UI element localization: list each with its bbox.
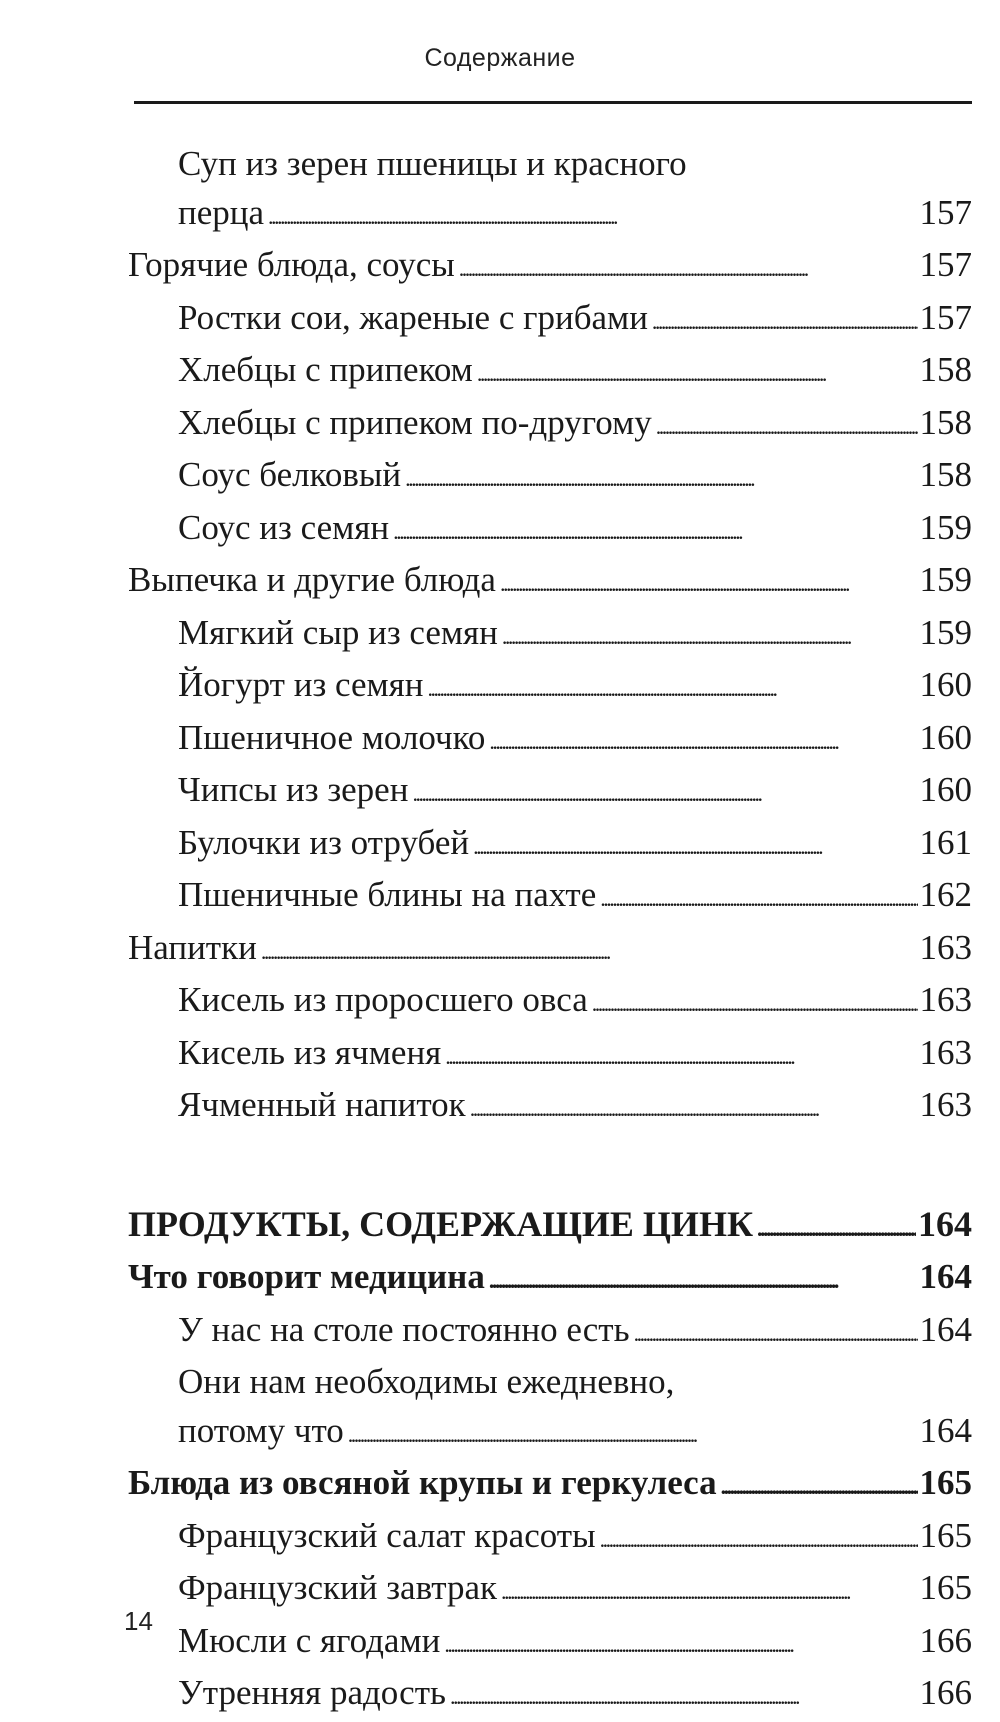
toc-entry-page: 165 <box>919 1568 972 1607</box>
toc-entry-page: 159 <box>919 612 972 652</box>
toc-entry-page: 165 <box>919 1515 972 1555</box>
toc-entry-page: 164 <box>919 1257 972 1296</box>
toc-entry <box>128 1200 972 1254</box>
toc-entry-title: потому что <box>178 1410 344 1450</box>
toc-entry-title: перца <box>178 192 265 232</box>
toc-entry-title: Блюда из овсяной крупы и геркулеса <box>128 1463 717 1502</box>
toc-entry-page: 159 <box>919 507 972 547</box>
toc-entry-title: Мягкий сыр из семян <box>178 612 498 652</box>
toc-entry-row <box>128 1306 972 1359</box>
dot-leader <box>489 714 917 767</box>
toc-entry <box>128 294 972 347</box>
toc-entry-page: 163 <box>919 1032 972 1072</box>
toc-entry-page: 158 <box>919 455 972 494</box>
dot-leader <box>268 189 917 242</box>
toc-entry-page: 157 <box>919 192 972 232</box>
toc-entry-title-line: Они нам необходимы ежедневно, <box>178 1362 675 1401</box>
dot-leader <box>445 1029 917 1082</box>
toc-entry <box>128 399 972 452</box>
toc-entry-title: Кисель из ячменя <box>178 1032 442 1072</box>
toc-entry-row <box>128 451 972 504</box>
toc-entry-row <box>128 1407 972 1460</box>
toc-entry-title-line: Суп из зерен пшеницы и красного <box>178 144 687 183</box>
toc-entry <box>128 609 972 662</box>
toc-entry-title: Напитки <box>128 927 257 967</box>
toc-entry-row <box>128 661 972 714</box>
dot-leader <box>501 1564 918 1617</box>
toc-entry-page: 160 <box>919 717 972 757</box>
dot-leader <box>473 819 917 872</box>
toc-entry-page: 160 <box>919 770 972 809</box>
toc-entry-row <box>128 1617 972 1670</box>
toc-entry-row <box>128 1669 972 1722</box>
toc-entry-row <box>128 1564 972 1617</box>
toc-entry-row <box>128 1029 972 1082</box>
toc-entry-page: 157 <box>919 297 972 337</box>
toc-entry-title: Хлебцы с припеком по-другому <box>178 402 652 442</box>
toc-entry-title: Ячменный напиток <box>178 1085 466 1124</box>
toc-entry-title: Чипсы из зерен <box>178 770 409 809</box>
toc-entry-title: Соус белковый <box>178 455 402 494</box>
toc-entry-page: 163 <box>919 1085 972 1124</box>
dot-leader <box>393 504 917 557</box>
table-of-contents <box>128 140 972 1722</box>
toc-entry-page: 157 <box>919 245 972 284</box>
toc-entry-title: У нас на столе постоянно есть <box>178 1309 630 1349</box>
toc-entry-title: Выпечка и другие блюда <box>128 560 496 599</box>
toc-entry <box>128 556 972 609</box>
dot-leader <box>600 1512 918 1565</box>
dot-leader <box>721 1459 918 1512</box>
toc-entry-row <box>128 294 972 347</box>
running-head-title: Содержание <box>424 44 576 72</box>
toc-entry-page: 158 <box>919 402 972 442</box>
dot-leader <box>500 556 918 609</box>
toc-entry-row <box>128 871 972 924</box>
toc-entry-row <box>128 714 972 767</box>
toc-entry-row <box>128 1512 972 1565</box>
toc-entry <box>128 1253 972 1306</box>
dot-leader <box>348 1407 918 1460</box>
toc-entry <box>128 819 972 872</box>
toc-entry-page: 164 <box>919 1309 972 1349</box>
toc-entry <box>128 346 972 399</box>
toc-entry-title: Пшеничные блины на пахте <box>178 875 597 914</box>
toc-entry-title: Булочки из отрубей <box>178 822 470 862</box>
toc-entry-title: Горячие блюда, соусы <box>128 245 455 284</box>
toc-entry <box>128 1617 972 1670</box>
toc-entry <box>128 241 972 294</box>
toc-entry-row <box>128 976 972 1029</box>
toc-entry <box>128 140 972 241</box>
toc-entry <box>128 766 972 819</box>
toc-entry-page: 162 <box>919 875 972 914</box>
toc-entry-title: Соус из семян <box>178 507 390 547</box>
header-rule <box>134 101 972 104</box>
toc-entry-title: Мюсли с ягодами <box>178 1620 441 1660</box>
toc-entry-title: Утренняя радость <box>178 1673 446 1712</box>
toc-entry-row <box>128 1253 972 1306</box>
toc-entry-row <box>128 1200 972 1254</box>
toc-entry-row <box>128 241 972 294</box>
dot-leader <box>600 871 917 924</box>
toc-entry <box>128 1029 972 1082</box>
toc-entry-title: Хлебцы с припеком <box>178 350 473 389</box>
dot-leader <box>428 661 918 714</box>
dot-leader <box>652 294 918 347</box>
dot-leader <box>450 1669 918 1722</box>
toc-entry-page: 166 <box>919 1620 972 1660</box>
toc-entry <box>128 1081 972 1134</box>
page-number: 14 <box>124 1606 153 1636</box>
toc-entry <box>128 1669 972 1722</box>
toc-entry-row <box>128 189 972 242</box>
toc-entry-row <box>128 504 972 557</box>
toc-entry <box>128 871 972 924</box>
toc-entry <box>128 976 972 1029</box>
dot-leader <box>444 1617 917 1670</box>
toc-entry-row <box>128 346 972 399</box>
toc-entry-title: Ростки сои, жареные с грибами <box>178 297 648 337</box>
toc-entry-row <box>128 766 972 819</box>
toc-entry <box>128 1306 972 1359</box>
toc-entry <box>128 924 972 977</box>
toc-entry <box>128 1512 972 1565</box>
toc-entry-page: 160 <box>919 665 972 704</box>
dot-leader <box>592 976 918 1029</box>
toc-entry-row <box>128 1081 972 1134</box>
toc-entry-page: 166 <box>919 1673 972 1712</box>
toc-entry <box>128 1459 972 1512</box>
toc-entry-page: 163 <box>919 927 972 967</box>
toc-entry <box>128 661 972 714</box>
toc-entry-page: 163 <box>919 980 972 1019</box>
toc-entry-title: Йогурт из семян <box>178 665 424 704</box>
dot-leader <box>502 609 918 662</box>
toc-entry-page: 161 <box>919 822 972 862</box>
dot-leader <box>656 399 918 452</box>
toc-entry <box>128 1358 972 1459</box>
toc-entry-page: 158 <box>919 350 972 389</box>
toc-entry-title: Кисель из проросшего овса <box>178 980 588 1019</box>
dot-leader <box>412 766 917 819</box>
dot-leader <box>757 1200 916 1254</box>
dot-leader <box>261 924 918 977</box>
toc-entry <box>128 714 972 767</box>
toc-entry-page: 164 <box>919 1410 972 1450</box>
toc-entry-title: Французский завтрак <box>178 1568 497 1607</box>
dot-leader <box>405 451 917 504</box>
toc-entry-title: ПРОДУКТЫ, СОДЕРЖАЩИЕ ЦИНК <box>128 1203 754 1244</box>
dot-leader <box>477 346 918 399</box>
dot-leader <box>634 1306 918 1359</box>
toc-entry-row <box>128 399 972 452</box>
toc-entry-row <box>128 924 972 977</box>
toc-entry-title: Что говорит медицина <box>128 1257 485 1296</box>
toc-entry-row <box>128 1459 972 1512</box>
toc-entry-page: 165 <box>919 1463 972 1502</box>
dot-leader <box>459 241 918 294</box>
toc-entry-page: 159 <box>919 560 972 599</box>
dot-leader <box>470 1081 918 1134</box>
toc-entry <box>128 451 972 504</box>
toc-entry-title: Французский салат красоты <box>178 1515 596 1555</box>
toc-entry <box>128 504 972 557</box>
toc-entry-page: 164 <box>918 1203 972 1244</box>
dot-leader <box>489 1253 918 1306</box>
toc-entry-row <box>128 556 972 609</box>
toc-entry <box>128 1564 972 1617</box>
toc-entry-row <box>128 819 972 872</box>
toc-entry-title: Пшеничное молочко <box>178 717 486 757</box>
toc-entry-row <box>128 609 972 662</box>
